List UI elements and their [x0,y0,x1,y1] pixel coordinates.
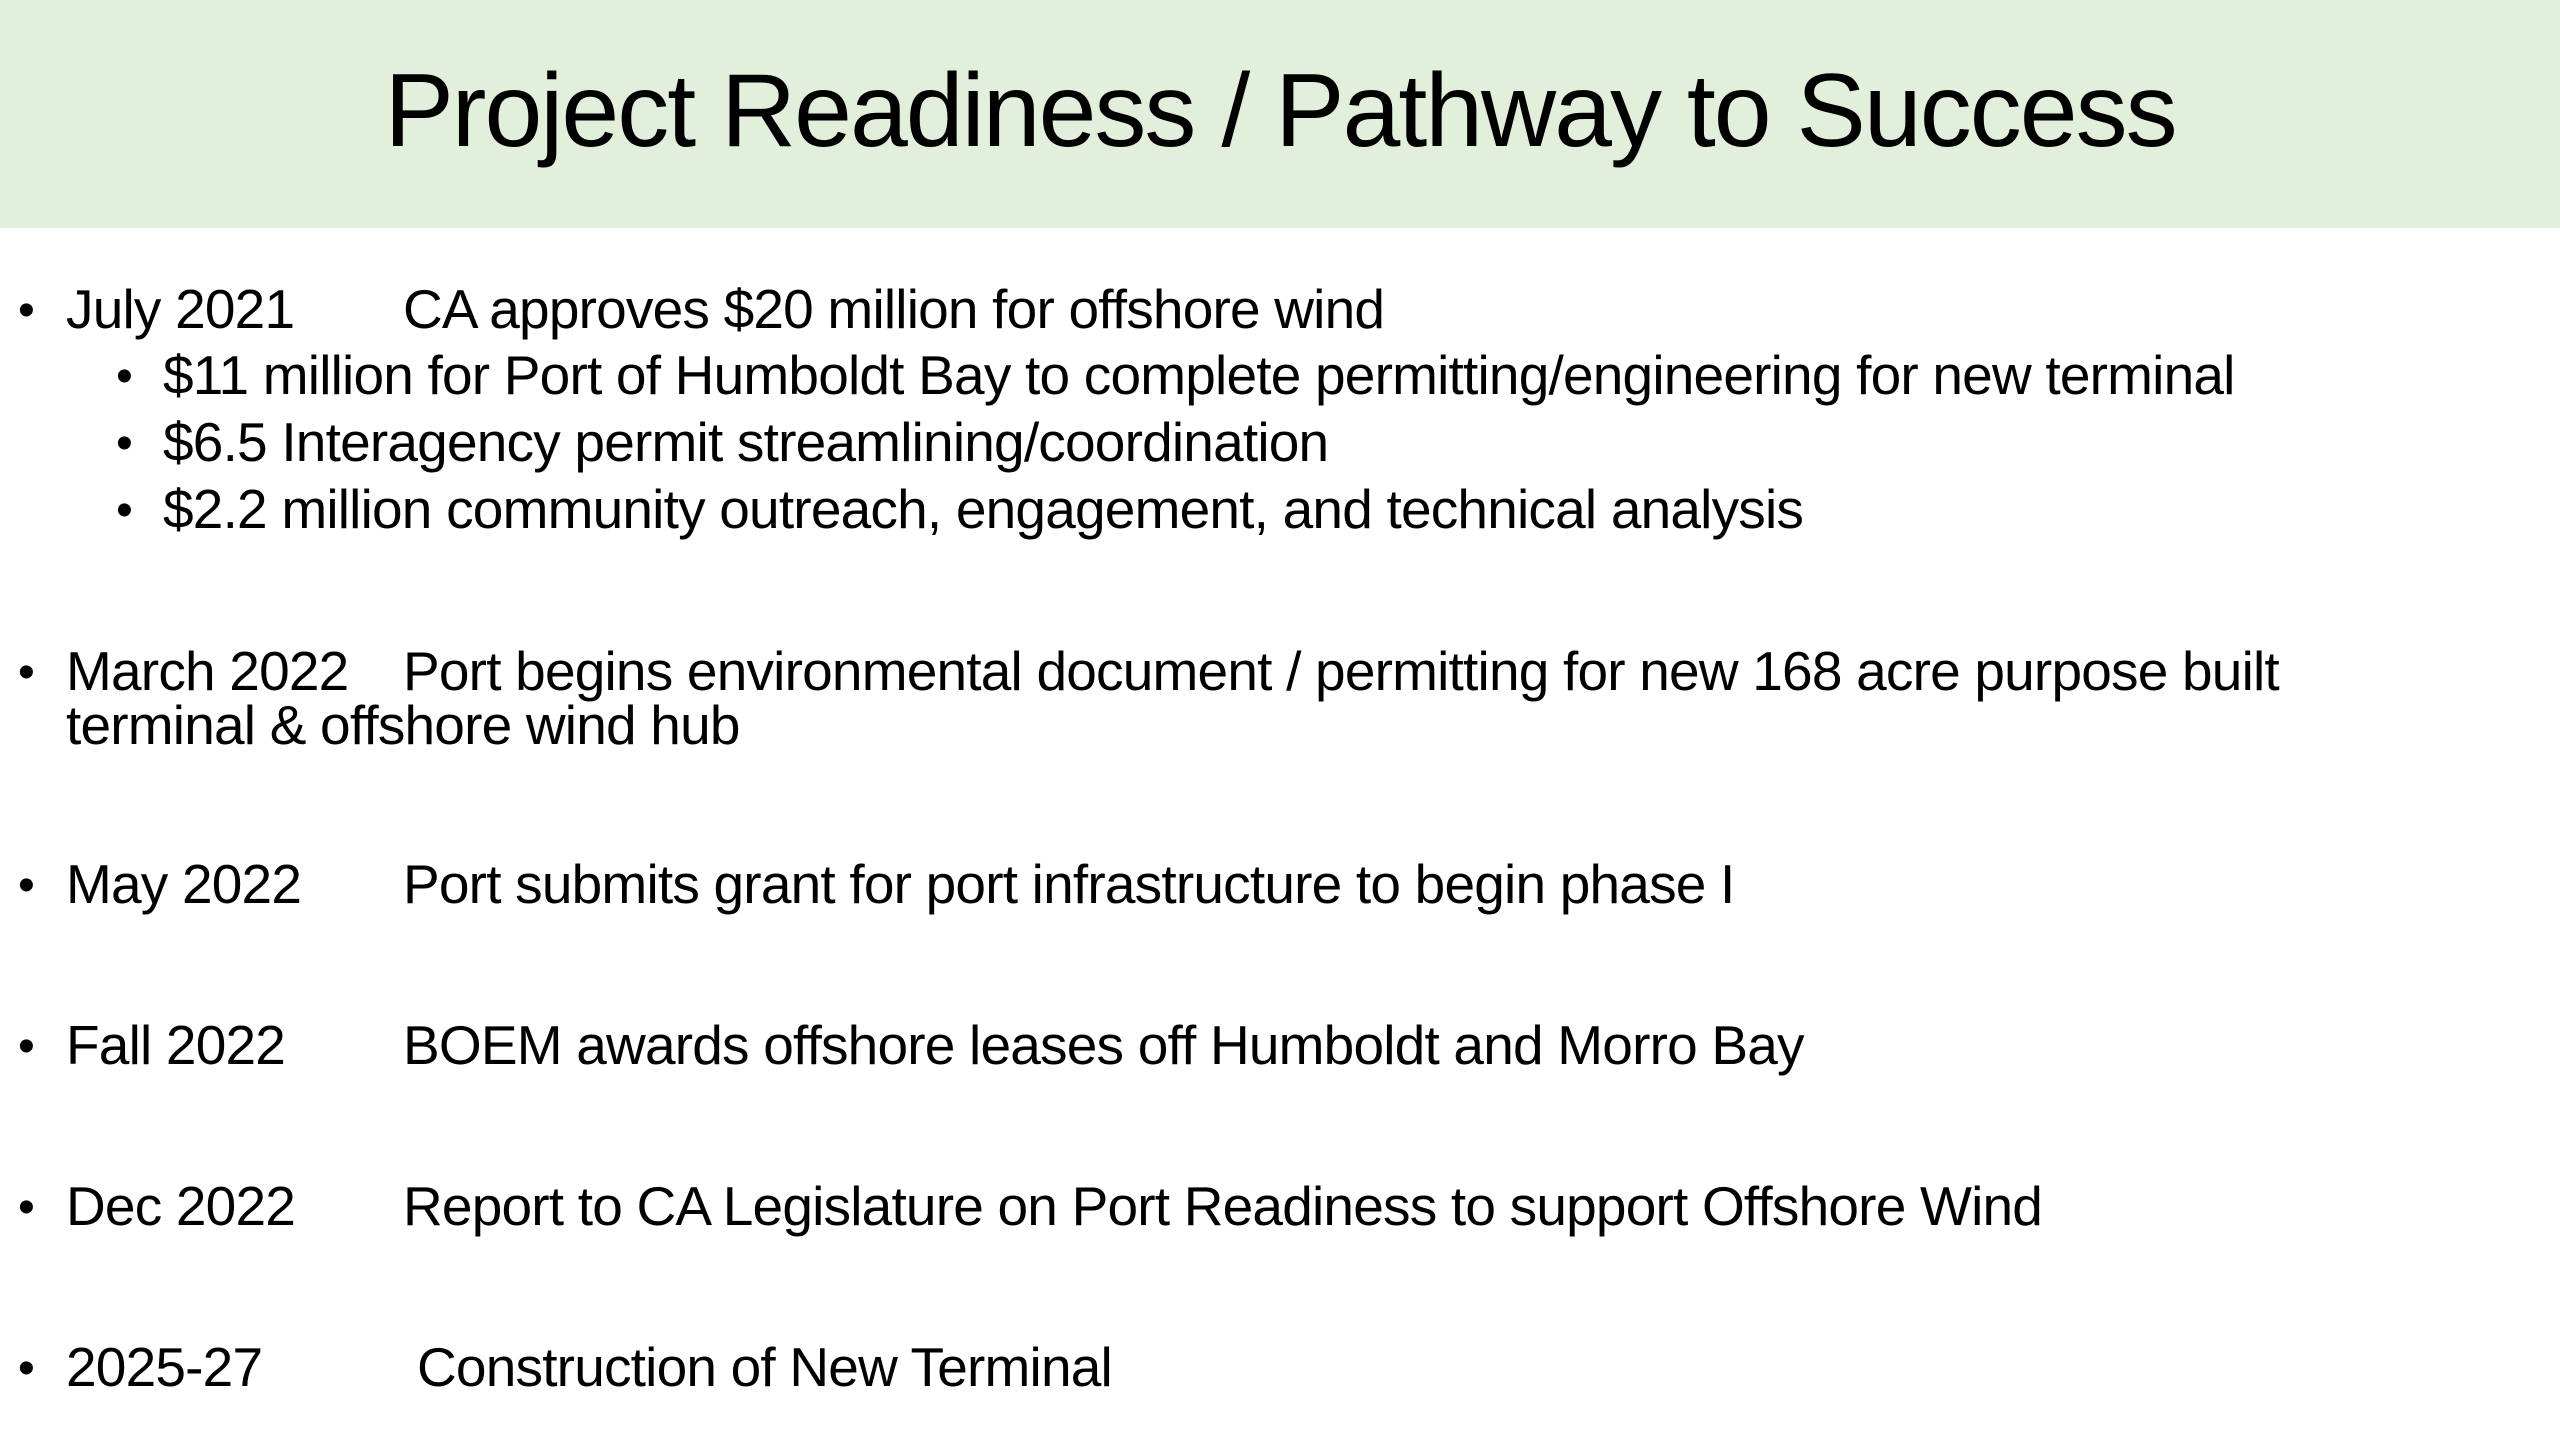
timeline-description: BOEM awards offshore leases off Humboldt and Morro Bay [403,1014,1804,1076]
timeline-description: Construction of New Terminal [417,1336,1112,1398]
sub-item: $2.2 million community outreach, engagement, and technical analysis [163,478,1804,540]
sub-bullet-icon: • [116,417,133,470]
timeline-description: Report to CA Legislature on Port Readiness to support Offshore Wind [403,1175,2043,1237]
timeline-description: CA approves $20 million for offshore wind [403,278,1385,340]
bullet-icon: • [18,1020,35,1073]
timeline-date: March 2022 [66,640,349,702]
timeline-date: Dec 2022 [66,1175,296,1237]
bullet-icon: • [18,646,35,699]
timeline-date: 2025-27 [66,1336,263,1398]
sub-bullet-icon: • [116,484,133,537]
timeline-date: July 2021 [66,278,295,340]
sub-bullet-icon: • [116,350,133,403]
sub-item: $11 million for Port of Humboldt Bay to complete permitting/engineering for new terminal [163,344,2235,406]
timeline-description-continuation: terminal & offshore wind hub [66,694,740,756]
bullet-icon: • [18,284,35,337]
timeline-date: May 2022 [66,853,302,915]
timeline-date: Fall 2022 [66,1014,286,1076]
bullet-icon: • [18,1342,35,1395]
slide-title: Project Readiness / Pathway to Success [384,53,2176,169]
sub-item: $6.5 Interagency permit streamlining/coordination [163,411,1329,473]
timeline-description: Port begins environmental document / permitting for new 168 acre purpose built [403,640,2279,702]
bullet-icon: • [18,859,35,912]
bullet-icon: • [18,1181,35,1234]
timeline-description: Port submits grant for port infrastructure to begin phase I [403,853,1735,915]
